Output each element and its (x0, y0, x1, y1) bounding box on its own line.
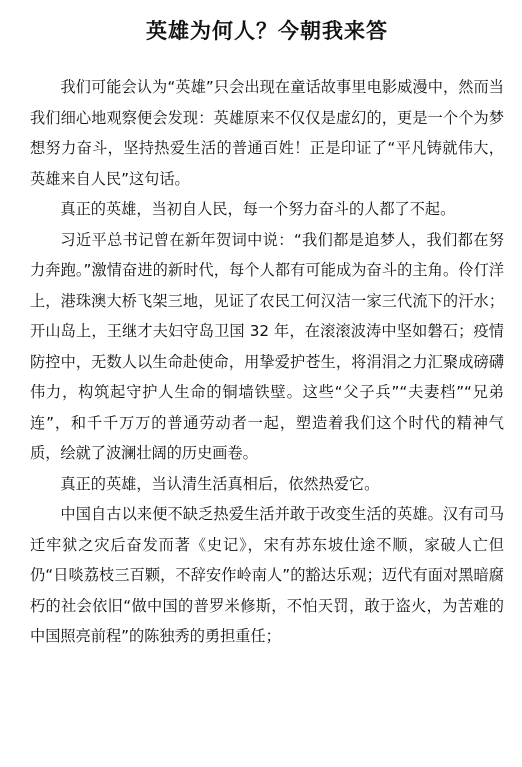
paragraph-5: 中国自古以来便不缺乏热爱生活并敢于改变生活的英雄。汉有司马迁牢狱之灾后奋发而著《史记》，宋有苏东坡仕途不顺，家破人亡但仍“日啖荔枝三百颗，不辞安作岭南人”的豁达乐观；迈代有面对黑暗腐朽的社会依旧“做中国的普罗米修斯，不怕天罚，敢于盗火，为苦难的中国照亮前程”的陈独秀的勇担重任； (30, 505, 504, 645)
paragraph-1: 我们可能会认为“英雄”只会出现在童话故事里电影威漫中，然而当我们细心地观察便会发现：英雄原来不仅仅是虚幻的，更是一个个为梦想努力奋斗，坚持热爱生活的普通百姓！正是印证了“平凡铸就伟大，英雄来自人民”这句话。 (30, 78, 504, 188)
paragraph-2: 真正的英雄，当初自人民，每一个努力奋斗的人都了不起。 (60, 200, 456, 218)
document-title: 英雄为何人？今朝我来答 (146, 18, 388, 43)
document-body (30, 72, 504, 652)
paragraph-4: 真正的英雄，当认清生活真相后，依然热爱它。 (60, 474, 380, 493)
paragraph-3: 习近平总书记曾在新年贺词中说：“我们都是追梦人，我们都在努力奔跑。”激情奋进的新时代，每个人都有可能成为奋斗的主角。伶仃洋上，港珠澳大桥飞架三地，见证了农民工何汉洁一家三代流下的汗水；开山岛上，王继才夫妇守岛卫国 32 年，在滚滚波涛中坚如磐石；疫情防控中，无数人以生命赴使命，用挚爱护苍生，将涓涓之力汇聚成磅礴伟力，构筑起守护人生命的铜墙铁壁。这些“父子兵”“夫妻档”“兄弟连”，和千千万万的普通劳动者一起，塑造着我们这个时代的精神气质，绘就了波澜壮阔的历史画卷。 (30, 230, 504, 462)
